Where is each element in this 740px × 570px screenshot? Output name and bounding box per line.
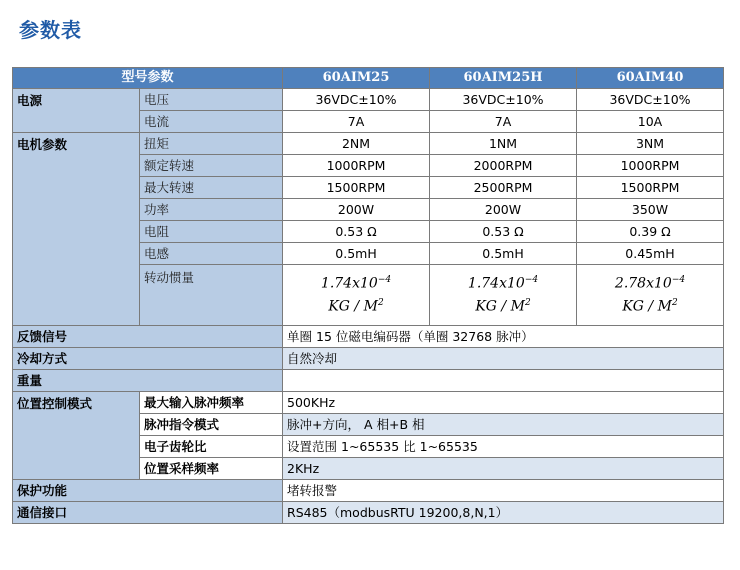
group-position: 位置控制模式 (13, 392, 140, 480)
inertia-mantissa-1: 1.74x10 (320, 276, 378, 292)
row-label-resistance: 电阻 (140, 221, 283, 243)
table-row (13, 326, 724, 348)
group-comm: 通信接口 (13, 502, 283, 524)
row-label-current: 电流 (140, 111, 283, 133)
row-label-max-speed: 最大转速 (140, 177, 283, 199)
cell-power-3: 350W (577, 199, 724, 221)
cell-power-2: 200W (430, 199, 577, 221)
sample-freq-value: 2KHz (283, 458, 724, 480)
inertia-unit-1: KG / M (328, 298, 378, 315)
cell-rated-speed-2: 2000RPM (430, 155, 577, 177)
cell-current-1: 7A (283, 111, 430, 133)
group-cooling: 冷却方式 (13, 348, 283, 370)
feedback-value: 单圈 15 位磁电编码器（单圈 32768 脉冲） (283, 326, 724, 348)
row-label-sample-freq: 位置采样频率 (140, 458, 283, 480)
inertia-unit-exp-3: 2 (671, 298, 678, 308)
cell-torque-3: 3NM (577, 133, 724, 155)
row-label-inertia: 转动惯量 (140, 265, 283, 326)
cell-inertia-2 (430, 265, 577, 326)
cell-resistance-1: 0.53 Ω (283, 221, 430, 243)
cell-inductance-2: 0.5mH (430, 243, 577, 265)
pulse-mode-value: 脉冲+方向， A 相+B 相 (283, 414, 724, 436)
cell-inductance-1: 0.5mH (283, 243, 430, 265)
header-col-2: 60AIM25H (430, 68, 577, 89)
max-pulse-value: 500KHz (283, 392, 724, 414)
table-row (13, 370, 724, 392)
cell-rated-speed-3: 1000RPM (577, 155, 724, 177)
cell-resistance-3: 0.39 Ω (577, 221, 724, 243)
cell-power-1: 200W (283, 199, 430, 221)
group-power: 电源 (13, 89, 140, 133)
inertia-exp-1: −4 (377, 275, 392, 286)
row-label-gear-ratio: 电子齿轮比 (140, 436, 283, 458)
cell-max-speed-3: 1500RPM (577, 177, 724, 199)
row-label-voltage: 电压 (140, 89, 283, 111)
spec-table (12, 67, 724, 524)
weight-value (283, 370, 724, 392)
cell-voltage-1: 36VDC±10% (283, 89, 430, 111)
group-weight: 重量 (13, 370, 283, 392)
group-feedback: 反馈信号 (13, 326, 283, 348)
cooling-value: 自然冷却 (283, 348, 724, 370)
header-model: 型号参数 (13, 68, 283, 89)
group-protection: 保护功能 (13, 480, 283, 502)
page-title: 参数表 (19, 18, 82, 42)
cell-torque-1: 2NM (283, 133, 430, 155)
row-label-power: 功率 (140, 199, 283, 221)
cell-voltage-2: 36VDC±10% (430, 89, 577, 111)
cell-current-3: 10A (577, 111, 724, 133)
cell-resistance-2: 0.53 Ω (430, 221, 577, 243)
gear-ratio-value: 设置范围 1~65535 比 1~65535 (283, 436, 724, 458)
cell-inductance-3: 0.45mH (577, 243, 724, 265)
row-label-torque: 扭矩 (140, 133, 283, 155)
cell-max-speed-2: 2500RPM (430, 177, 577, 199)
table-row (13, 89, 724, 111)
cell-max-speed-1: 1500RPM (283, 177, 430, 199)
inertia-mantissa-3: 2.78x10 (614, 276, 672, 292)
row-label-rated-speed: 额定转速 (140, 155, 283, 177)
row-label-inductance: 电感 (140, 243, 283, 265)
inertia-unit-2: KG / M (475, 298, 525, 315)
cell-voltage-3: 36VDC±10% (577, 89, 724, 111)
row-label-max-pulse: 最大输入脉冲频率 (140, 392, 283, 414)
table-row (13, 133, 724, 155)
header-col-1: 60AIM25 (283, 68, 430, 89)
inertia-unit-exp-2: 2 (524, 298, 531, 308)
table-row (13, 392, 724, 414)
cell-rated-speed-1: 1000RPM (283, 155, 430, 177)
table-row (13, 502, 724, 524)
inertia-exp-3: −4 (671, 275, 686, 286)
table-row (13, 480, 724, 502)
inertia-unit-3: KG / M (622, 298, 672, 315)
cell-inertia-1 (283, 265, 430, 326)
protection-value: 堵转报警 (283, 480, 724, 502)
inertia-exp-2: −4 (524, 275, 539, 286)
header-col-3: 60AIM40 (577, 68, 724, 89)
comm-value: RS485（modbusRTU 19200,8,N,1） (283, 502, 724, 524)
row-label-pulse-mode: 脉冲指令模式 (140, 414, 283, 436)
inertia-mantissa-2: 1.74x10 (467, 276, 525, 292)
group-motor: 电机参数 (13, 133, 140, 326)
header-row (13, 68, 724, 89)
table-row (13, 348, 724, 370)
inertia-unit-exp-1: 2 (377, 298, 384, 308)
cell-current-2: 7A (430, 111, 577, 133)
cell-inertia-3 (577, 265, 724, 326)
cell-torque-2: 1NM (430, 133, 577, 155)
